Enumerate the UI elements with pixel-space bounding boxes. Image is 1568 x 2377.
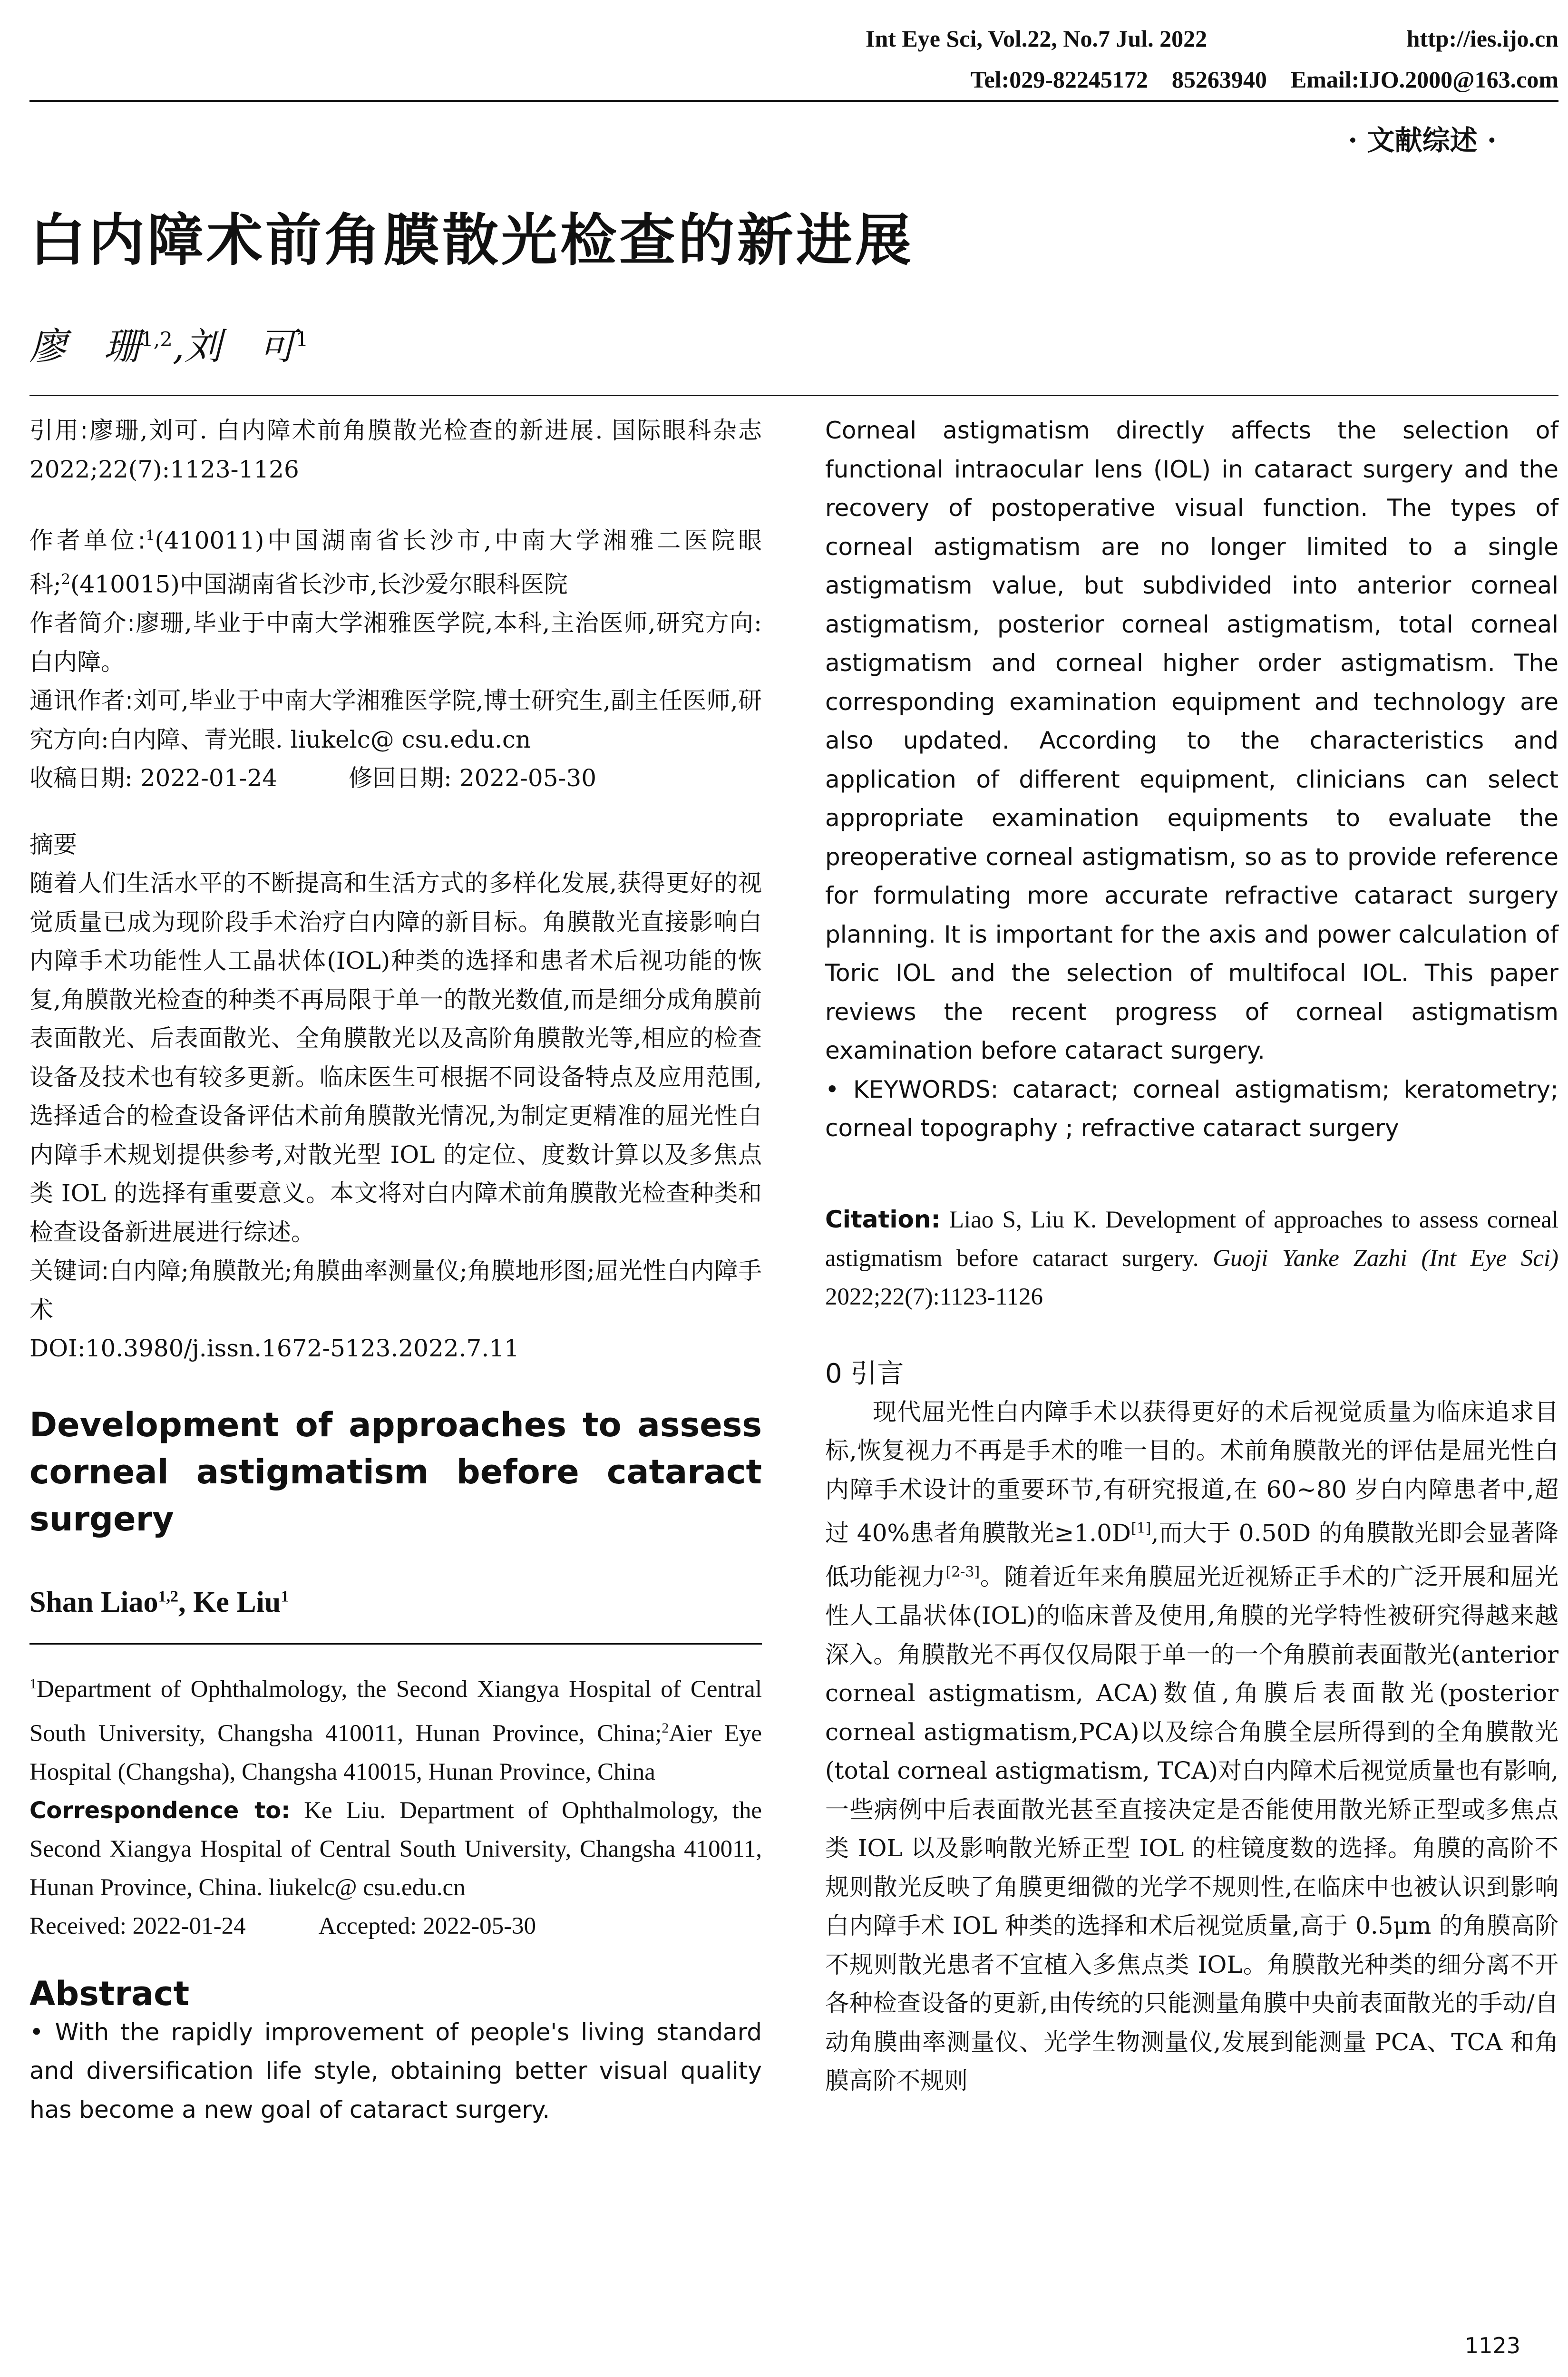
reference-marker: [1] [1130, 1520, 1151, 1537]
affiliation-text-2: (410015)中国湖南省长沙市,长沙爱尔眼科医院 [70, 570, 568, 598]
english-keywords [825, 1071, 1558, 1148]
received-dates: 收稿日期: 2022-01-24 修回日期: 2022-05-30 [29, 764, 597, 792]
english-abstract-start: • With the rapidly improvement of people's living standard and diversification life style, obtaining better visual quality has become a new goal of cataract surgery. [29, 2018, 762, 2124]
citation-text-2: 2022;22(7):1123-1126 [825, 1283, 1043, 1310]
page-title: 白内障术前角膜散光检查的新进展 [29, 207, 915, 273]
authors [29, 317, 308, 370]
english-correspondence [29, 1792, 762, 1907]
correspondence-text: Ke Liu. Department of Ophthalmology, the Second Xiangya Hospital of Central South University, Changsha 410011, Hunan Province, China. liukelc@ csu.edu.cn [29, 1797, 762, 1901]
english-abstract-heading: Abstract [29, 1974, 190, 2013]
journal-contact: Tel:029-82245172 85263940 Email:IJO.2000@163.com [970, 66, 1558, 93]
citation-journal: Guoji Yanke Zazhi (Int Eye Sci) [1213, 1245, 1559, 1272]
bio-block [29, 604, 762, 682]
affiliation-sup: 1 [146, 527, 155, 544]
english-keywords-label: • KEYWORDS: [825, 1075, 999, 1103]
english-authors-rule [29, 1643, 762, 1645]
header-rule [29, 100, 1558, 102]
author-affil-sup: 1,2 [141, 328, 173, 351]
right-column [825, 411, 1558, 2101]
affiliation-sup: 2 [61, 571, 70, 588]
journal-url: http://ies.ijo.cn [1406, 25, 1558, 52]
bio-text: 廖珊,毕业于中南大学湘雅医学院,本科,主治医师,研究方向:白内障。 [29, 609, 762, 676]
author-name: 刘 可 [184, 325, 296, 368]
author-affil-sup: 1,2 [158, 1588, 179, 1606]
citation-text: Liao S, Liu K. Development of approaches to assess corneal astigmatism before cataract surgery. [825, 1206, 1558, 1272]
journal-issue: Int Eye Sci, Vol.22, No.7 Jul. 2022 [866, 25, 1208, 52]
affiliation-text: Department of Ophthalmology, the Second Xiangya Hospital of Central South University, Changsha 410011, Hunan Province, China; [29, 1676, 762, 1747]
english-affiliations [29, 1665, 762, 1792]
affiliation-block [29, 516, 762, 604]
affiliation-label: 作者单位: [29, 526, 146, 555]
left-column [29, 411, 762, 2129]
keywords-block [29, 1252, 762, 1329]
english-title: Development of approaches to assess corneal astigmatism before cataract surgery [29, 1405, 762, 1539]
bio-label: 作者简介: [29, 609, 136, 637]
section-tag: · 文献综述 · [1348, 124, 1497, 156]
intro-heading: 0 引言 [825, 1358, 904, 1389]
corresponding-block [29, 682, 762, 759]
intro-text: 。随着近年来角膜屈光近视矫正手术的广泛开展和屈光性人工晶状体(IOL)的临床普及使用,角膜的光学特性被研究得越来越深入。角膜散光不再仅仅局限于单一的一个角膜前表面散光(anterior corneal astigmatism, ACA)数值,角膜后表面散光(posterior corneal astigmatism,PCA)以及综合角膜全层所得到的全角膜散光(total corneal astigmatism, TCA)对白内障术后视觉质量也有影响,一些病例中后表面散光甚至直接决定是否能使用散光矫正型或多焦点类 IOL 以及影响散光矫正型 IOL 的柱镜度数的选择。角膜的高阶不规则散光反映了角膜更细微的光学不规则性,在临床中也被认识到影响白内障手术 IOL 种类的选择和术后视觉质量,高于 0.5μm 的角膜高阶不规则散光患者不宜植入多焦点类 IOL。角膜散光种类的细分离不开各种检查设备的更新,由传统的只能测量角膜中央前表面散光的手动/自动角膜曲率测量仪、光学生物测量仪,发展到能测量 PCA、TCA 和角膜高阶不规则 [825, 1563, 1559, 2095]
intro-text: 现代屈光性白内障手术以获得更好的术后视觉质量为临床追求目标,恢复视力不再是手术的唯一目的。术前角膜散光的评估是屈光性白内障手术设计的重要环节,有研究报道,在 60~80 岁白内障患者中,超过 40%患者角膜散光≥1.0D [825, 1398, 1558, 1547]
author-separator: , [178, 1586, 194, 1618]
affiliation-sup: 1 [29, 1676, 37, 1692]
english-dates: Received: 2022-01-24 Accepted: 2022-05-30 [29, 1912, 536, 1939]
doi: DOI:10.3980/j.issn.1672-5123.2022.7.11 [29, 1335, 519, 1363]
correspondence-label: Correspondence to: [29, 1797, 291, 1824]
affiliation-text: (410011)中国湖南省长沙市,中南大学湘雅二医院眼科; [29, 526, 762, 598]
affiliation-text-2: Aier Eye Hospital (Changsha), Changsha 410015, Hunan Province, China [29, 1720, 762, 1785]
citation-label: 引用: [29, 417, 88, 444]
keywords-text: 白内障;角膜散光;角膜曲率测量仪;角膜地形图;屈光性白内障手术 [29, 1257, 762, 1324]
english-abstract-continued: Corneal astigmatism directly affects the selection of functional intraocular lens (IOL) in cataract surgery and the recovery of postoperative visual function. The types of corneal astigmatism are no longer limited to a single astigmatism value, but subdivided into anterior corneal astigmatism, posterior corneal astigmatism, total corneal astigmatism and corneal higher order astigmatism. The corresponding examination equipment and technology are also updated. According to the characteristics and application of different equipment, clinicians can select appropriate examination equipments to evaluate the preoperative corneal astigmatism, so as to provide reference for formulating more accurate refractive cataract surgery planning. It is important for the axis and power calculation of Toric IOL and the selection of multifocal IOL. This paper reviews the recent progress of corneal astigmatism examination before cataract surgery. [825, 417, 1558, 1064]
reference-marker: [2-3] [945, 1564, 980, 1581]
english-citation [825, 1200, 1558, 1316]
corresponding-text: 刘可,毕业于中南大学湘雅医学院,博士研究生,副主任医师,研究方向:白内障、青光眼. liukelc@ csu.edu.cn [29, 687, 762, 753]
author-affil-sup: 1 [281, 1588, 289, 1606]
keywords-label: 关键词: [29, 1257, 109, 1285]
abstract-text: 随着人们生活水平的不断提高和生活方式的多样化发展,获得更好的视觉质量已成为现阶段手术治疗白内障的新目标。角膜散光直接影响白内障手术功能性人工晶状体(IOL)种类的选择和患者术后视功能的恢复,角膜散光检查的种类不再局限于单一的散光数值,而是细分成角膜前表面散光、后表面散光、全角膜散光以及高阶角膜散光等,相应的检查设备及技术也有较多更新。临床医生可根据不同设备特点及应用范围,选择适合的检查设备评估术前角膜散光情况,为制定更精准的屈光性白内障手术规划提供参考,对散光型 IOL 的定位、度数计算以及多焦点类 IOL 的选择有重要意义。本文将对白内障术前角膜散光检查种类和检查设备新进展进行综述。 [29, 869, 762, 1246]
english-authors [29, 1586, 762, 1619]
citation-block [29, 411, 762, 489]
intro-text: ,而大于 0.50D 的角膜散光即会显著降低功能视力 [825, 1519, 1558, 1591]
author-name: Ke Liu [193, 1586, 281, 1618]
author-separator: , [172, 325, 185, 368]
citation-text: 廖珊,刘可. 白内障术前角膜散光检查的新进展. 国际眼科杂志 2022;22(7):1123-1126 [29, 417, 762, 483]
abstract-heading: 摘要 [29, 830, 77, 858]
citation-label: Citation: [825, 1205, 941, 1233]
english-keywords-text: cataract; corneal astigmatism; keratometry; corneal topography ; refractive cataract surgery [825, 1075, 1558, 1142]
author-affil-sup: 1 [295, 328, 309, 351]
intro-paragraph [825, 1393, 1558, 2101]
page-number: 1123 [1464, 2333, 1520, 2358]
affiliation-sup: 2 [662, 1720, 669, 1736]
corresponding-label: 通讯作者: [29, 687, 134, 715]
authors-rule [29, 395, 1558, 396]
author-name: 廖 珊 [29, 325, 141, 368]
author-name: Shan Liao [29, 1586, 158, 1618]
